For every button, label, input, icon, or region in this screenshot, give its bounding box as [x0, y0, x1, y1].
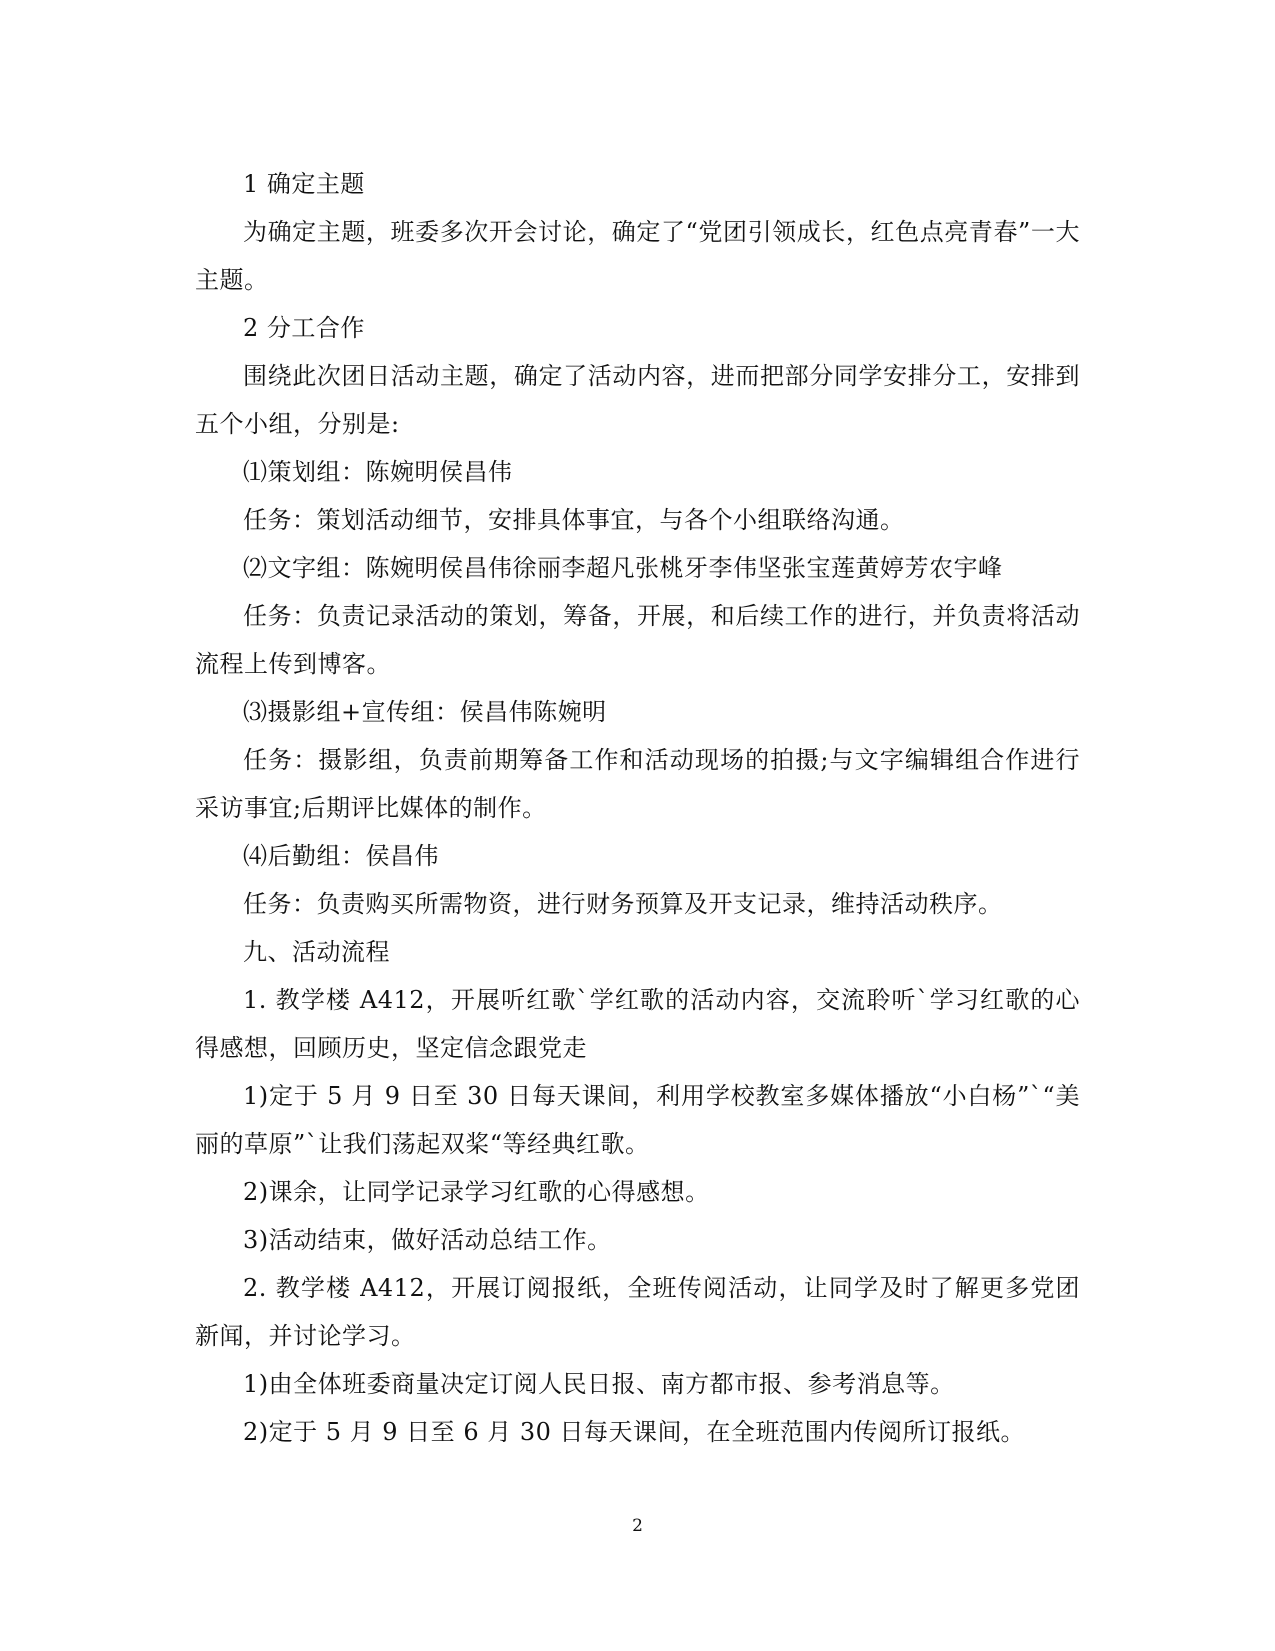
process-item-2: 2. 教学楼 A412，开展订阅报纸，全班传阅活动，让同学及时了解更多党团新闻，并讨论学习。: [195, 1274, 1080, 1350]
group-planning: ⑴策划组：陈婉明侯昌伟: [243, 458, 513, 486]
group-logistics: ⑷后勤组：侯昌伟: [243, 842, 439, 870]
page-number: 2: [632, 1516, 643, 1536]
process-item-1-step-3: 3)活动结束，做好活动总结工作。: [243, 1226, 612, 1254]
group-photo-publicity-task: 任务：摄影组，负责前期筹备工作和活动现场的拍摄;与文字编辑组合作进行采访事宜;后期评比媒体的制作。: [195, 746, 1080, 822]
group-photo-publicity: ⑶摄影组+宣传组：侯昌伟陈婉明: [243, 698, 607, 726]
heading-division-of-work: 2 分工合作: [243, 314, 365, 342]
paragraph-groups-intro: 围绕此次团日活动主题，确定了活动内容，进而把部分同学安排分工，安排到五个小组，分别是:: [195, 362, 1080, 438]
group-writing-task: 任务：负责记录活动的策划，筹备，开展，和后续工作的进行，并负责将活动流程上传到博客。: [195, 602, 1080, 678]
process-item-1: 1. 教学楼 A412，开展听红歌`学红歌的活动内容，交流聆听`学习红歌的心得感想，回顾历史，坚定信念跟党走: [195, 986, 1080, 1062]
process-item-2-step-1: 1)由全体班委商量决定订阅人民日报、南方都市报、参考消息等。: [243, 1370, 955, 1398]
process-item-1-step-1: 1)定于 5 月 9 日至 30 日每天课间，利用学校教室多媒体播放“小白杨”`“美丽的草原”`让我们荡起双桨“等经典红歌。: [195, 1082, 1080, 1158]
group-writing: ⑵文字组：陈婉明侯昌伟徐丽李超凡张桃牙李伟坚张宝莲黄婷芳农宇峰: [243, 554, 1003, 582]
process-item-1-step-2: 2)课余，让同学记录学习红歌的心得感想。: [243, 1178, 710, 1206]
group-logistics-task: 任务：负责购买所需物资，进行财务预算及开支记录，维持活动秩序。: [243, 890, 1003, 918]
process-item-2-step-2: 2)定于 5 月 9 日至 6 月 30 日每天课间，在全班范围内传阅所订报纸。: [243, 1418, 1026, 1446]
group-planning-task: 任务：策划活动细节，安排具体事宜，与各个小组联络沟通。: [243, 506, 905, 534]
heading-activity-process: 九、活动流程: [243, 938, 390, 966]
document-body: [195, 160, 1080, 1456]
paragraph-theme-description: 为确定主题，班委多次开会讨论，确定了“党团引领成长，红色点亮青春”一大主题。: [195, 218, 1080, 294]
heading-confirm-theme: 1 确定主题: [243, 170, 365, 198]
